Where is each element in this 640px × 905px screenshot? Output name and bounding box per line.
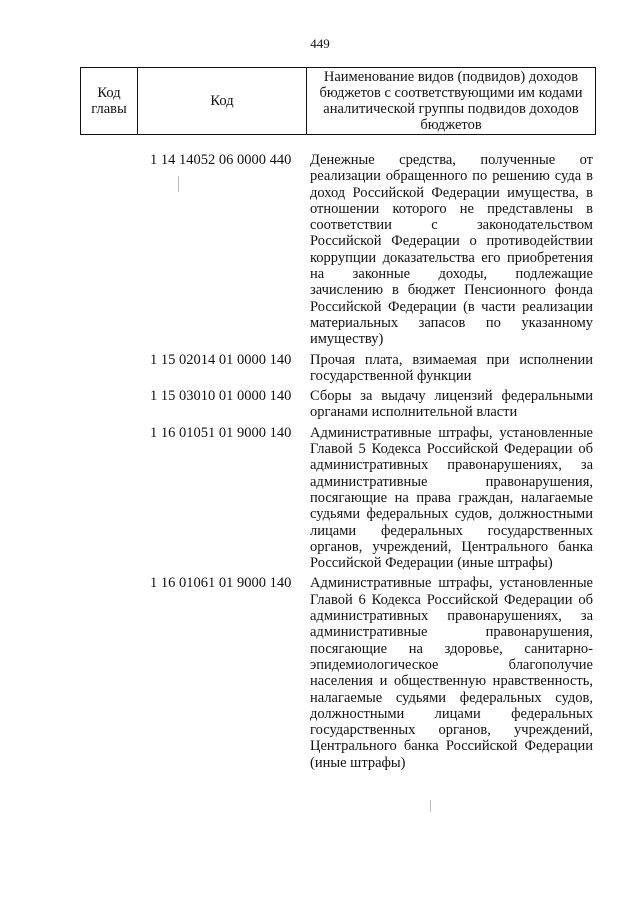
scan-artifact [430,800,431,812]
row-text: Административные штрафы, установленные Главой 6 Кодекса Российской Федерации об административных правонарушениях, за административные правонарушения, посягающие на здоровье, санитарно-эпидемиологическое благополучие населения и общественную нравственность, налагаемые судьями федеральных судов, должностными лицами федеральных государственных органов, учреждений, Центрального банка Российской Федерации (иные штрафы) [310,575,593,771]
table-row [80,388,596,421]
table-row [80,425,596,572]
row-text: Прочая плата, взимаемая при исполнении государственной функции [310,351,593,384]
row-text: Денежные средства, полученные от реализации обращенного по решению суда в доход Российской Федерации имущества, в отношении которого не представлены в соответствии с законодательством Российской Федерации о противодействии коррупции доказательства его приобретения на законные доходы, подлежащие зачислению в бюджет Пенсионного фонда Российской Федерации (в части реализации материальных запасов по указанному имуществу) [310,152,593,348]
row-code: 1 16 01051 01 9000 140 [150,424,292,441]
row-code: 1 16 01061 01 9000 140 [150,575,292,592]
table-row [80,152,596,348]
table-header [80,67,596,135]
page-number: 449 [310,36,330,51]
header-code: Код [138,68,307,135]
header-chapter-code: Код главы [81,68,138,135]
table-row [80,575,596,771]
row-code: 1 14 14052 06 0000 440 [150,152,292,168]
row-text: Сборы за выдачу лицензий федеральными органами исполнительной власти [310,388,593,421]
row-text: Административные штрафы, установленные Главой 5 Кодекса Российской Федерации об административных правонарушениях, за административные правонарушения, посягающие на права граждан, налагаемые судьями федеральных судов, должностными лицами федеральных государственных органов, учреждений, Центрального банка Российской Федерации (иные штрафы) [310,424,593,572]
scan-artifact [178,176,179,192]
row-code: 1 15 03010 01 0000 140 [150,388,292,405]
table-body [80,152,596,775]
row-code: 1 15 02014 01 0000 140 [150,351,292,368]
table-row [80,352,596,385]
header-name: Наименование видов (подвидов) доходов бюджетов с соответствующими им кодами аналитической группы подвидов доходов бюджетов [307,68,596,135]
